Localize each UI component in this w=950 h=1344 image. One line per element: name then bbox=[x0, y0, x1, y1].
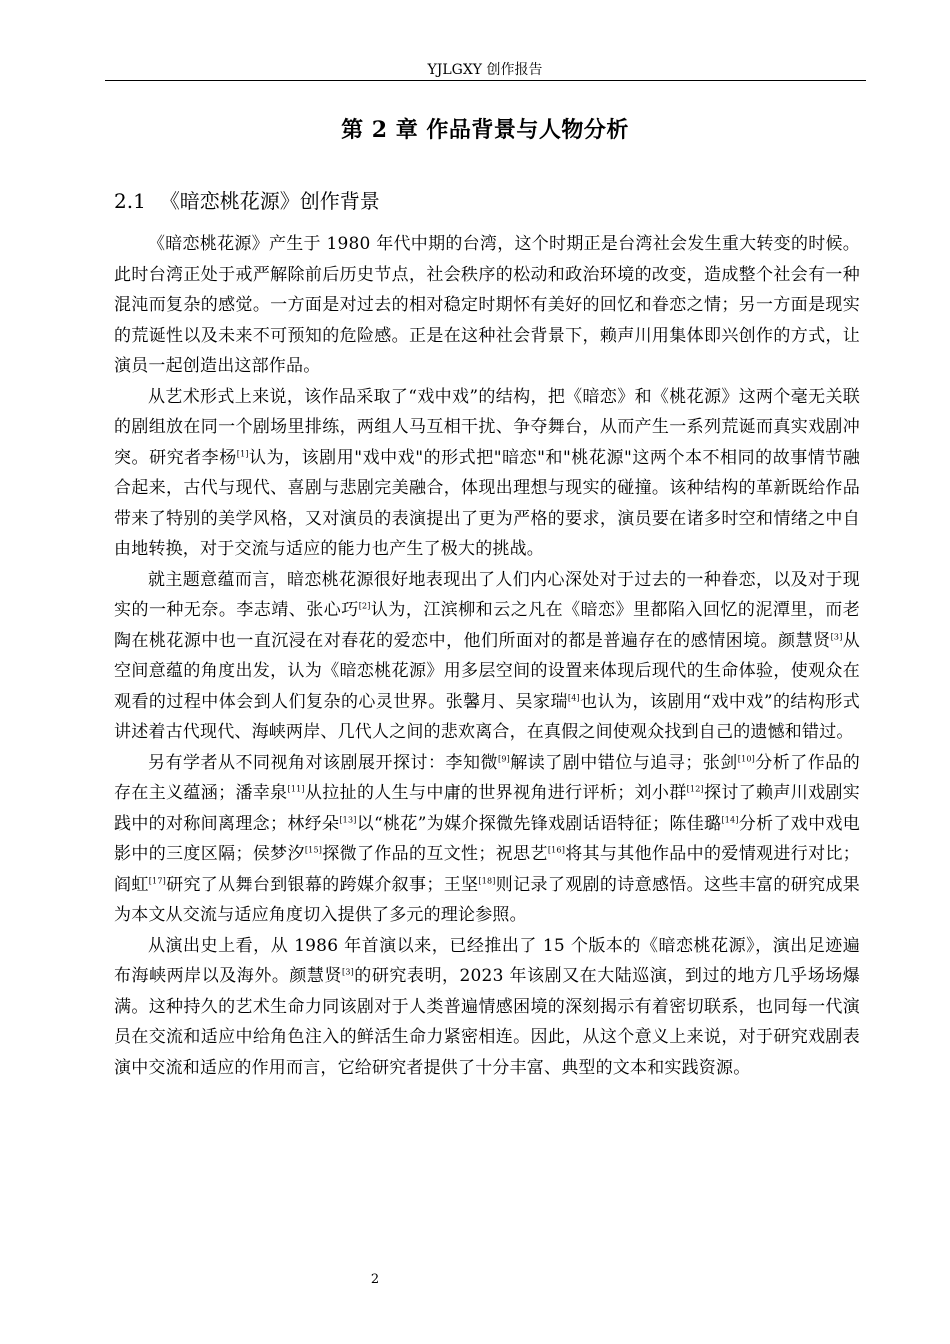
paragraph-text: 以“桃花”为媒介探微先锋戏剧话语特征；陈佳璐 bbox=[356, 813, 722, 834]
paragraph-text: 另有学者从不同视角对该剧展开探讨：李知微 bbox=[148, 752, 499, 773]
body-paragraph bbox=[114, 748, 860, 931]
citation-marker: [11] bbox=[287, 784, 305, 794]
paragraph-text: 从演出史上看，从 1986 年首演以来，已经推出了 15 个版本的《暗恋桃花源》，演出足迹遍布海峡两岸以及海外。颜慧贤 bbox=[114, 935, 860, 986]
paragraph-text: 认为，江滨柳和云之凡在《暗恋》里都陷入回忆的泥潭里，而老陶在桃花源中也一直沉浸在对春花的爱恋中，他们所面对的都是普遍存在的感情困境。颜慧贤 bbox=[114, 600, 860, 651]
chapter-title: 第 2 章 作品背景与人物分析 bbox=[341, 117, 629, 143]
citation-marker: [10] bbox=[737, 753, 755, 763]
paragraph-text: 的研究表明，2023 年该剧又在大陆巡演，到过的地方几乎场场爆满。这种持久的艺术生命力同该剧对于人类普遍情感困境的深刻揭示有着密切联系，也同每一代演员在交流和适应中给角色注入的鲜活生命力紧密相连。因此，从这个意义上来说，对于研究戏剧表演中交流和适应的作用而言，它给研究者提供了十分丰富、典型的文本和实践资源。 bbox=[114, 966, 860, 1078]
paragraph-text: 也认为，该剧用“戏中戏”的结构形式讲述着古代现代、海峡两岸、几代人之间的悲欢离合，在真假之间使观众找到自己的遗憾和错过。 bbox=[114, 691, 861, 742]
body-paragraph bbox=[114, 382, 860, 565]
paragraph-text: 就主题意蕴而言，暗恋桃花源很好地表现出了人们内心深处对于过去的一种眷恋，以及对于现实的一种无奈。李志靖、张心巧 bbox=[114, 569, 860, 620]
citation-marker: [17] bbox=[148, 875, 166, 885]
citation-marker: [2] bbox=[358, 601, 371, 611]
citation-marker: [15] bbox=[304, 845, 323, 855]
citation-marker: [9] bbox=[498, 753, 510, 763]
citation-marker: [14] bbox=[721, 814, 739, 824]
citation-marker: [12] bbox=[686, 784, 704, 794]
paragraph-text: 从空间意蕴的角度出发，认为《暗恋桃花源》用多层空间的设置来体现后现代的生命体验，使观众在观看的过程中体会到人们复杂的心灵世界。张馨月、吴家瑞 bbox=[114, 630, 860, 712]
body-paragraph bbox=[114, 565, 860, 748]
paragraph-text: 解读了剧中错位与追寻；张剑 bbox=[509, 752, 738, 773]
citation-marker: [4] bbox=[567, 692, 580, 702]
section-title bbox=[114, 186, 380, 216]
paragraph-text: 认为，该剧用"戏中戏"的形式把"暗恋"和"桃花源"这两个本不相同的故事情节融合起来，古代与现代、喜剧与悲剧完美融合，体现出理想与现实的碰撞。该种结构的革新既给作品带来了特别的美学风格，又对演员的表演提出了更为严格的要求，演员要在诸多时空和情绪之中自由地转换，对于交流与适应的能力也产生了极大的挑战。 bbox=[114, 447, 861, 559]
citation-marker: [1] bbox=[236, 448, 249, 458]
body-paragraph bbox=[114, 229, 860, 382]
section-number: 2.1 bbox=[114, 189, 146, 213]
body-text bbox=[114, 229, 860, 1083]
paragraph-text: 分析了戏中戏电影中的三度区隔；侯梦汐 bbox=[114, 813, 861, 864]
running-header: YJLGXY 创作报告 bbox=[427, 62, 543, 78]
paragraph-text: 从艺术形式上来说，该作品采取了“戏中戏”的结构，把《暗恋》和《桃花源》这两个毫无关联的剧组放在同一个剧场里排练，两组人马互相干扰、争夺舞台，从而产生一系列荒诞而真实戏剧冲突。研究者李杨 bbox=[114, 386, 860, 468]
paragraph-text: 《暗恋桃花源》产生于 1980 年代中期的台湾，这个时期正是台湾社会发生重大转变的时候。此时台湾正处于戒严解除前后历史节点，社会秩序的松动和政治环境的改变，造成整个社会有一种混沌而复杂的感觉。一方面是对过去的相对稳定时期怀有美好的回忆和眷恋之情；另一方面是现实的荒诞性以及未来不可预知的危险感。正是在这种社会背景下，赖声川用集体即兴创作的方式，让演员一起创造出这部作品。 bbox=[114, 234, 860, 376]
citation-marker: [18] bbox=[478, 875, 496, 885]
section-heading-text: 《暗恋桃花源》创作背景 bbox=[159, 189, 380, 213]
paragraph-text: 探讨了赖声川戏剧实践中的对称间离理念；林纾朵 bbox=[114, 783, 860, 834]
paragraph-text: 从拉扯的人生与中庸的世界视角进行评析；刘小群 bbox=[304, 783, 687, 803]
header-rule bbox=[105, 80, 866, 81]
paragraph-text: 研究了从舞台到银幕的跨媒介叙事；王坚 bbox=[165, 874, 479, 895]
paragraph-text: 分析了作品的存在主义蕴涵；潘幸泉 bbox=[114, 752, 861, 803]
paragraph-text: 探微了作品的互文性；祝思艺 bbox=[322, 844, 548, 864]
citation-marker: [16] bbox=[547, 845, 566, 855]
citation-marker: [3] bbox=[830, 631, 843, 641]
body-paragraph bbox=[114, 931, 860, 1084]
paragraph-text: 将其与其他作品中的爱情观进行对比；阎虹 bbox=[114, 844, 861, 895]
paragraph-text: 则记录了观剧的诗意感悟。这些丰富的研究成果为本文从交流与适应角度切入提供了多元的理论参照。 bbox=[114, 874, 860, 925]
page-number: 2 bbox=[370, 1272, 380, 1287]
citation-marker: [13] bbox=[339, 814, 357, 824]
citation-marker: [3] bbox=[342, 967, 354, 977]
